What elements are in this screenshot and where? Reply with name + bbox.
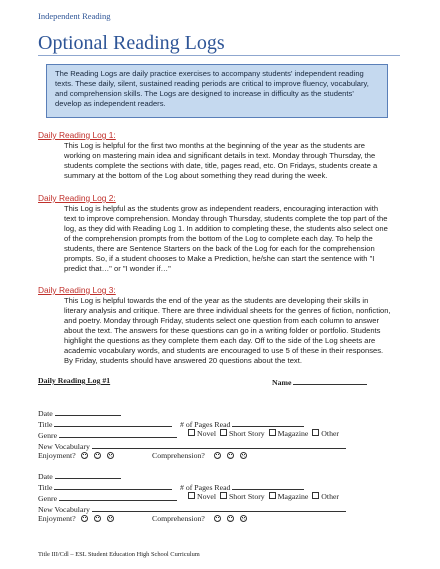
title-label-2: Title <box>38 483 53 492</box>
happy-face-icon[interactable]: ◡ <box>82 454 86 459</box>
checkbox-icon[interactable] <box>188 492 195 499</box>
vocab-line-2[interactable] <box>92 503 346 512</box>
date-label-2: Date <box>38 472 53 481</box>
pages-field-1[interactable] <box>180 418 304 429</box>
enjoyment-field-2 <box>38 514 117 523</box>
title-line-1[interactable] <box>54 418 172 427</box>
happy-face-icon[interactable]: ◡ <box>82 517 86 522</box>
section-1-body <box>50 141 392 181</box>
intro-text: The Reading Logs are daily practice exercises to accompany students' independent reading texts. These daily, silent, sustained reading periods are critical to improve fluency, vocabulary, and comprehension skills. The Logs are designed to increase in difficulty as the students' develop as independent readers. <box>55 69 369 108</box>
intro-box <box>46 64 388 118</box>
section-1-heading: Daily Reading Log 1: <box>38 130 116 140</box>
name-label: Name <box>272 378 292 387</box>
comprehension-field-2 <box>152 514 250 523</box>
vocab-field-2[interactable] <box>38 503 346 514</box>
page-title: Optional Reading Logs <box>38 32 225 54</box>
vocab-field-1[interactable] <box>38 440 346 451</box>
genre-option-other-1[interactable]: Other <box>312 429 339 438</box>
title-label-1: Title <box>38 420 53 429</box>
title-field-1[interactable] <box>38 418 172 429</box>
enjoyment-label-2: Enjoyment? <box>38 514 76 523</box>
sad-face-icon[interactable]: ◠ <box>241 454 245 459</box>
neutral-face-icon[interactable]: – <box>227 515 234 522</box>
section-3-heading: Daily Reading Log 3: <box>38 285 116 295</box>
name-field[interactable] <box>272 376 367 387</box>
enjoyment-field-1 <box>38 451 117 460</box>
genre-option-magazine-1[interactable]: Magazine <box>269 429 309 438</box>
comprehension-label-1: Comprehension? <box>152 451 205 460</box>
date-label-1: Date <box>38 409 53 418</box>
sad-face-icon[interactable]: ◠ <box>108 517 112 522</box>
pages-field-2[interactable] <box>180 481 304 492</box>
happy-face-icon[interactable]: ◡ <box>215 454 219 459</box>
genre-option-novel-1[interactable]: Novel <box>188 429 216 438</box>
pages-label-1: # of Pages Read <box>180 420 231 429</box>
date-field-1[interactable] <box>38 407 121 418</box>
vocab-label-2: New Vocabulary <box>38 505 90 514</box>
section-2-text: This Log is helpful as the students grow as independent readers, encouraging interaction with text to improve comprehension. Monday through Thursday, students complete the top part of the log, as they did with Reading Log 1. In addition to completing these, the students also select one of the comprehension prompts from the bottom of the Log to complete each day. To help the students, there are Sentence Starters on the back of the Log for each for the comprehension prompts. So, if a student chooses to Make a Prediction, he/she can start the sentence with "I predict that…" or "I wonder if…" <box>64 204 388 273</box>
footer-text: Title III/Cdl – ESL Student Education High School Curriculum <box>38 551 200 558</box>
sad-face-icon[interactable]: ◠ <box>108 454 112 459</box>
comprehension-field-1 <box>152 451 250 460</box>
genre-line-2[interactable] <box>59 492 177 501</box>
title-field-2[interactable] <box>38 481 172 492</box>
pages-line-1[interactable] <box>232 418 304 427</box>
pages-label-2: # of Pages Read <box>180 483 231 492</box>
log-title <box>38 376 110 385</box>
vocab-label-1: New Vocabulary <box>38 442 90 451</box>
date-field-2[interactable] <box>38 470 121 481</box>
date-line-1[interactable] <box>55 407 121 416</box>
checkbox-icon[interactable] <box>220 429 227 436</box>
genre-line-1[interactable] <box>59 429 177 438</box>
genre-option-magazine-2[interactable]: Magazine <box>269 492 309 501</box>
genre-options-1 <box>188 429 339 438</box>
section-2-body <box>50 204 392 274</box>
header-label: Independent Reading <box>38 11 111 21</box>
comprehension-label-2: Comprehension? <box>152 514 205 523</box>
genre-option-novel-2[interactable]: Novel <box>188 492 216 501</box>
section-1-text: This Log is helpful for the first two months at the beginning of the year as the students are working on mastering main idea and significant details in text. Monday through Thursday, the students complete the sections with date, title, pages read, etc. On Fridays, students create a summary at the bottom of the Log about something they read during the week. <box>64 141 378 180</box>
log-title-text: Daily Reading Log #1 <box>38 376 111 385</box>
title-line-2[interactable] <box>54 481 172 490</box>
neutral-face-icon[interactable]: – <box>227 452 234 459</box>
genre-label-2: Genre <box>38 494 58 503</box>
genre-option-short-story-1[interactable]: Short Story <box>220 429 265 438</box>
genre-label-1: Genre <box>38 431 58 440</box>
checkbox-icon[interactable] <box>312 492 319 499</box>
genre-options-2 <box>188 492 339 501</box>
checkbox-icon[interactable] <box>269 429 276 436</box>
genre-field-1[interactable] <box>38 429 177 440</box>
neutral-face-icon[interactable]: – <box>94 452 101 459</box>
enjoyment-label-1: Enjoyment? <box>38 451 76 460</box>
sad-face-icon[interactable]: ◠ <box>241 517 245 522</box>
vocab-line-1[interactable] <box>92 440 346 449</box>
checkbox-icon[interactable] <box>269 492 276 499</box>
pages-line-2[interactable] <box>232 481 304 490</box>
section-3-text: This Log is helpful towards the end of the year as the students are developing their skills in literary analysis and critique. There are three individual sheets for the genres of fiction, nonfiction, and poetry. Monday through Friday, students select one question from each column to answer about the text. The answers for these questions can go in a writing folder or portfolio. Students highlight the questions as they complete them each day. Off to the side of the Log sheets are academic vocabulary words, and students are encouraged to use 5 of these in their responses. By Friday, students should have answered 20 questions about the text. <box>64 296 391 365</box>
checkbox-icon[interactable] <box>220 492 227 499</box>
section-3-body <box>50 296 392 366</box>
genre-option-short-story-2[interactable]: Short Story <box>220 492 265 501</box>
title-rule <box>38 55 400 56</box>
genre-option-other-2[interactable]: Other <box>312 492 339 501</box>
checkbox-icon[interactable] <box>312 429 319 436</box>
section-2-heading: Daily Reading Log 2: <box>38 193 116 203</box>
genre-field-2[interactable] <box>38 492 177 503</box>
checkbox-icon[interactable] <box>188 429 195 436</box>
name-line[interactable] <box>293 376 367 385</box>
happy-face-icon[interactable]: ◡ <box>215 517 219 522</box>
neutral-face-icon[interactable]: – <box>94 515 101 522</box>
date-line-2[interactable] <box>55 470 121 479</box>
